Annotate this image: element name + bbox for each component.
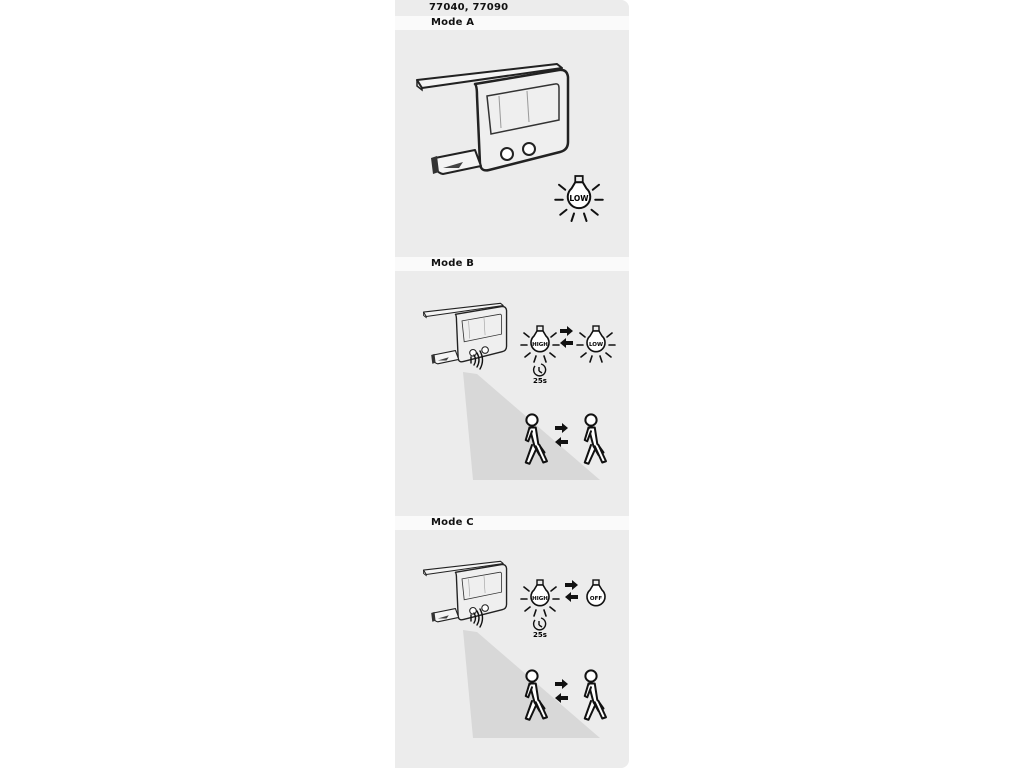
person-icon [585, 414, 606, 463]
arrow-right-icon [555, 423, 568, 433]
bulb-high-label: HIGH [532, 596, 548, 602]
timer-icon [534, 364, 546, 376]
bulb-off-label: OFF [589, 596, 603, 602]
arrow-left-icon [560, 338, 573, 348]
bulb-low-label: LOW [588, 342, 604, 348]
instruction-sheet [395, 0, 629, 768]
model-numbers: 77040, 77090 [395, 0, 629, 14]
timer-icon [534, 618, 546, 630]
arrow-right-icon [555, 679, 568, 689]
mode-b-panel [424, 303, 616, 480]
mode-a-panel [417, 64, 603, 221]
mode-c-panel [424, 561, 607, 738]
mode-c-title: Mode C [395, 516, 629, 530]
solar-lamp-image [417, 64, 568, 174]
timer-label: 25s [533, 631, 547, 639]
arrow-right-icon [560, 326, 573, 336]
illustrations [395, 0, 629, 768]
arrow-right-icon [565, 580, 578, 590]
solar-lamp-image [424, 303, 507, 364]
arrow-left-icon [565, 592, 578, 602]
solar-lamp-image [424, 561, 507, 622]
mode-a-title: Mode A [395, 16, 629, 30]
person-icon [585, 670, 606, 719]
mode-b-title: Mode B [395, 257, 629, 271]
timer-label: 25s [533, 377, 547, 385]
bulb-high-label: HIGH [532, 342, 548, 348]
bulb-low-label: LOW [569, 194, 589, 203]
